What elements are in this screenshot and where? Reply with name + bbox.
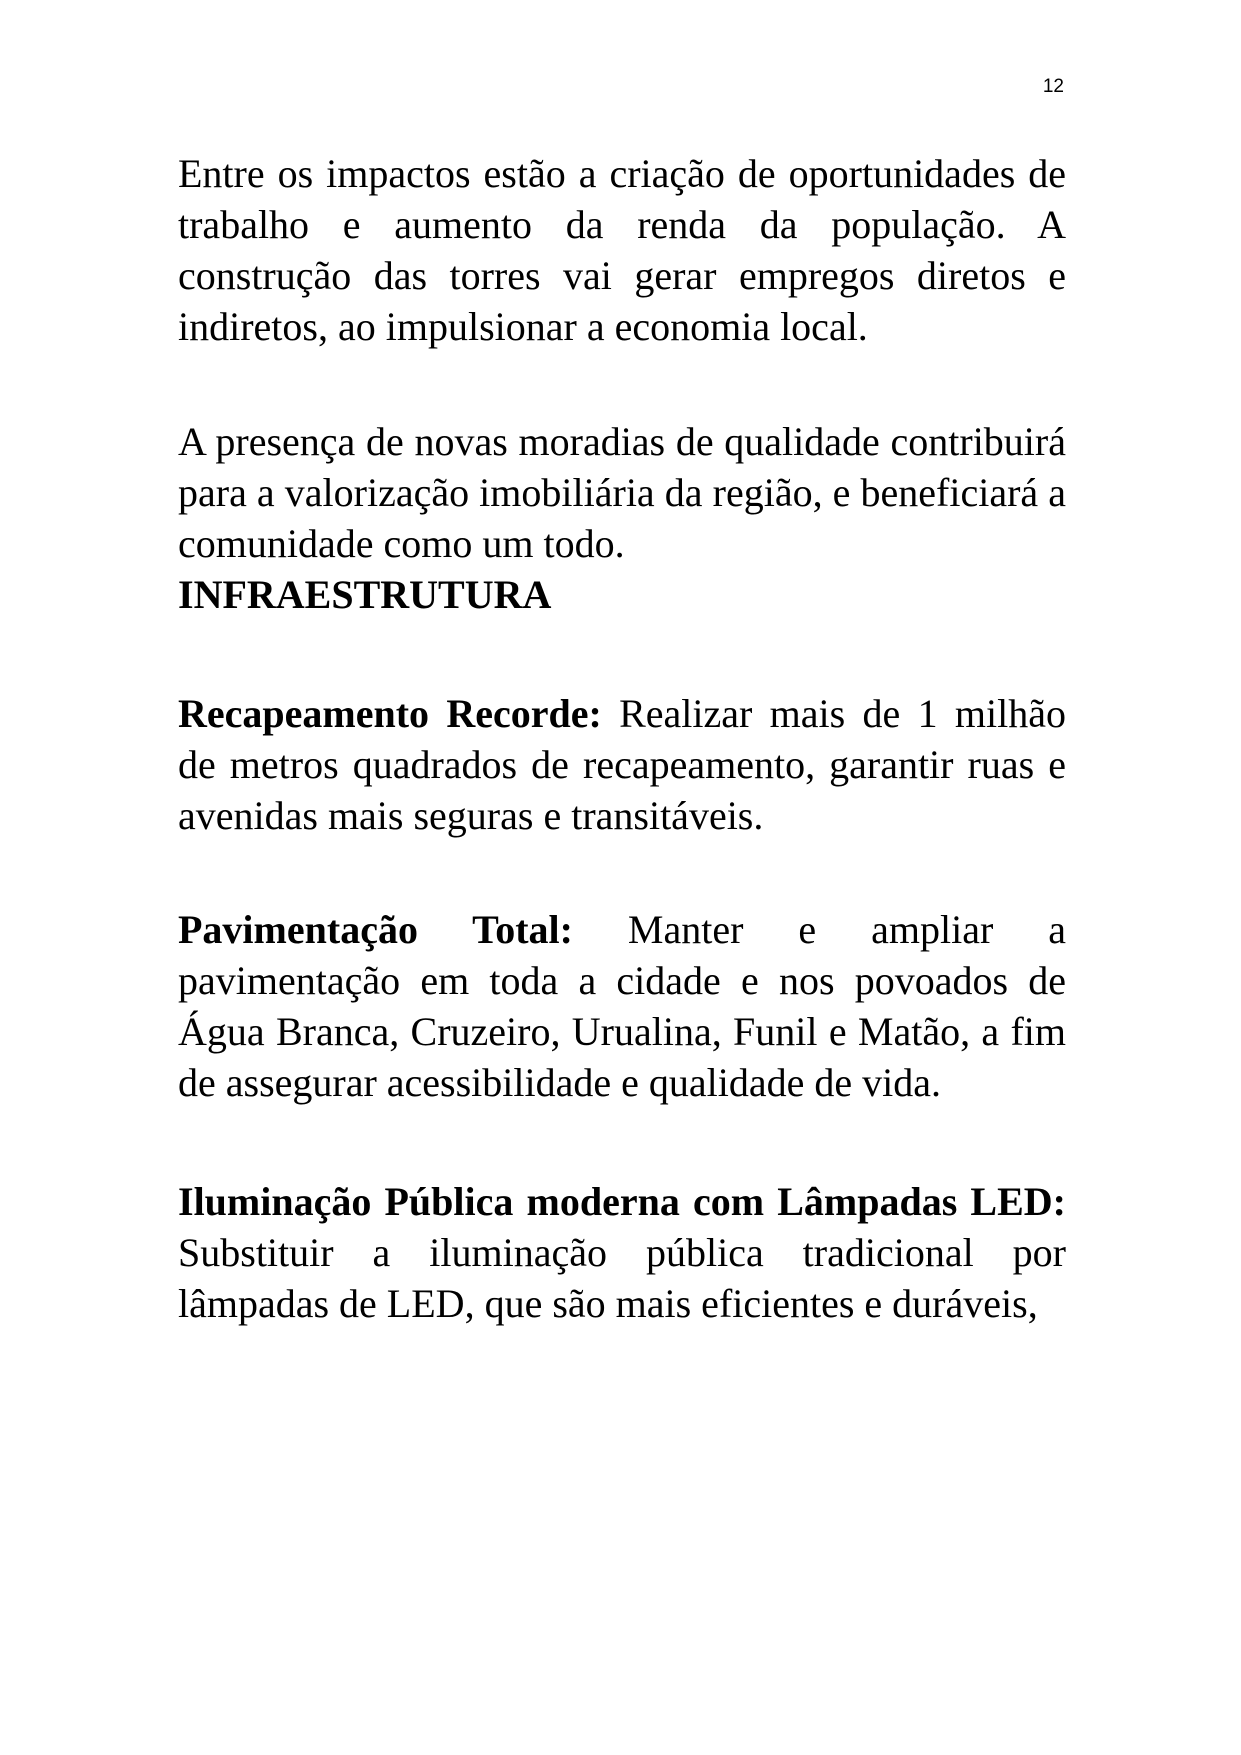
item-text: Realizar mais de 1 milhão de metros quadrados de recapeamento, garantir ruas e avenidas mais seguras e transitáveis. (178, 691, 1066, 838)
item-text: Substituir a iluminação pública tradicional por lâmpadas de LED, que são mais eficientes e duráveis, (178, 1230, 1066, 1326)
item-pavimentacao (178, 904, 1066, 1108)
item-title: Recapeamento Recorde: (178, 691, 602, 736)
item-title: Pavimentação Total: (178, 907, 573, 952)
paragraph-impacts: Entre os impactos estão a criação de oportunidades de trabalho e aumento da renda da população. A construção das torres vai gerar empregos diretos e indiretos, ao impulsionar a economia local. (178, 151, 1066, 349)
item-iluminacao (178, 1176, 1066, 1329)
section-heading: INFRAESTRUTURA (178, 572, 552, 617)
item-title: Iluminação Pública moderna com Lâmpadas LED: (178, 1179, 1066, 1224)
item-recapeamento (178, 688, 1066, 841)
item-text: Manter e ampliar a pavimentação em toda a cidade e nos povoados de Água Branca, Cruzeiro, Urualina, Funil e Matão, a fim de assegurar acessibilidade e qualidade de vida. (178, 907, 1066, 1105)
paragraph-housing: A presença de novas moradias de qualidade contribuirá para a valorização imobiliária da região, e beneficiará a comunidade como um todo. (178, 419, 1066, 566)
page-number: 12 (1042, 76, 1064, 97)
document-body (178, 148, 1066, 1329)
